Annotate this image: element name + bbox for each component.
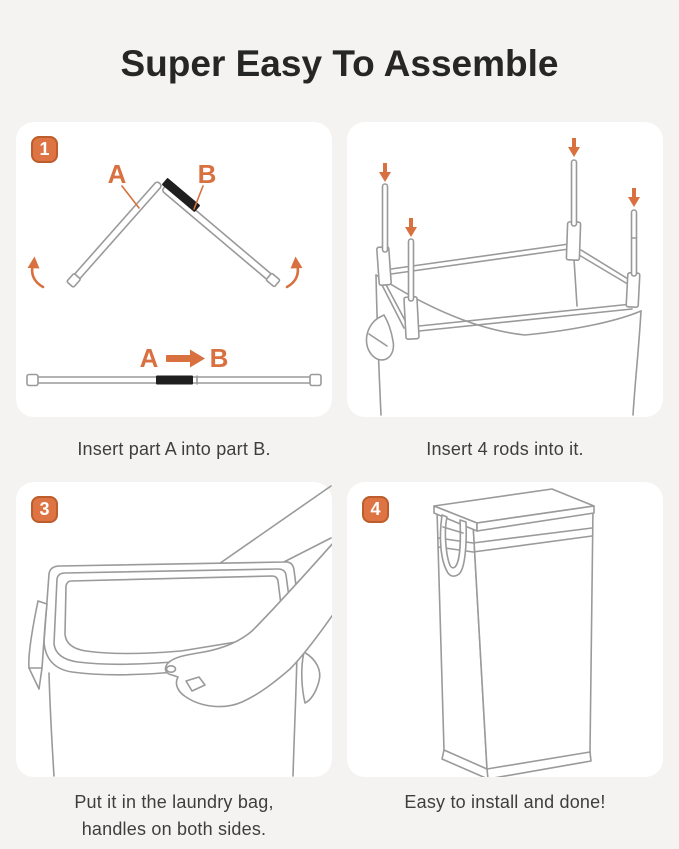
rod-part-a — [67, 181, 163, 287]
frame-back-rail — [391, 244, 569, 274]
step-1-card — [16, 122, 332, 417]
step-4-illustration — [347, 482, 663, 777]
assembled-rod — [27, 375, 321, 386]
right-strap — [302, 652, 320, 703]
bag-right-edge — [633, 311, 641, 415]
steps-grid — [0, 122, 679, 849]
page-title: Super Easy To Assemble — [120, 43, 559, 84]
corner-sleeve — [626, 273, 640, 308]
down-arrow-icon — [405, 218, 417, 237]
down-arrow-icon — [628, 188, 640, 207]
rod — [409, 239, 414, 301]
insert-from-label: A — [139, 343, 159, 373]
hamper-frame-illustration — [366, 160, 641, 415]
bag-left-edge — [49, 673, 54, 776]
step-4-badge: 4 — [362, 496, 389, 523]
rotate-arrow-left-icon — [28, 257, 44, 288]
insert-to-label: B — [209, 343, 229, 373]
step-4-panel — [347, 482, 663, 849]
down-arrow-icon — [379, 163, 391, 182]
step-1-badge: 1 — [31, 136, 58, 163]
assembled-hamper-illustration — [434, 489, 594, 777]
step-1-illustration — [16, 122, 332, 417]
rotate-arrow-right-icon — [287, 257, 303, 288]
step-3-badge: 3 — [31, 496, 58, 523]
step-2-illustration — [347, 122, 663, 417]
step-2-panel — [347, 122, 663, 482]
frame-front-rail — [419, 304, 632, 331]
step-2-card — [347, 122, 663, 417]
thumbnail — [167, 666, 176, 672]
bag-handle — [366, 315, 393, 360]
part-a-label: A — [107, 159, 127, 189]
laundry-bag-illustration — [29, 486, 332, 776]
part-a-leader-line — [122, 186, 139, 208]
rod — [632, 210, 637, 276]
rod — [572, 160, 577, 226]
rod — [383, 184, 388, 252]
step-2-caption: Insert 4 rods into it. — [426, 439, 584, 459]
part-b-label: B — [197, 159, 217, 189]
step-3-illustration — [16, 482, 332, 777]
rod-part-b — [162, 178, 280, 287]
step-3-caption-line1: Put it in the laundry bag, — [74, 792, 274, 812]
step-3-card — [16, 482, 332, 777]
down-arrow-icon — [568, 138, 580, 157]
frame-right-rail — [579, 250, 633, 286]
bag-back-seam — [574, 259, 577, 306]
insert-arrow-icon — [166, 350, 205, 368]
hamper-front-face — [473, 508, 593, 769]
step-3-caption-line2: handles on both sides. — [81, 819, 267, 839]
corner-sleeve — [404, 297, 419, 340]
corner-sleeve — [566, 222, 580, 260]
arm-upper-edge — [216, 486, 331, 566]
left-strap — [29, 601, 47, 689]
step-3-panel — [16, 482, 332, 849]
step-1-caption: Insert part A into part B. — [77, 439, 271, 459]
bag-right-edge — [293, 654, 297, 776]
header — [0, 0, 679, 122]
step-4-card — [347, 482, 663, 777]
step-1-panel — [16, 122, 332, 482]
step-4-caption: Easy to install and done! — [404, 792, 606, 812]
